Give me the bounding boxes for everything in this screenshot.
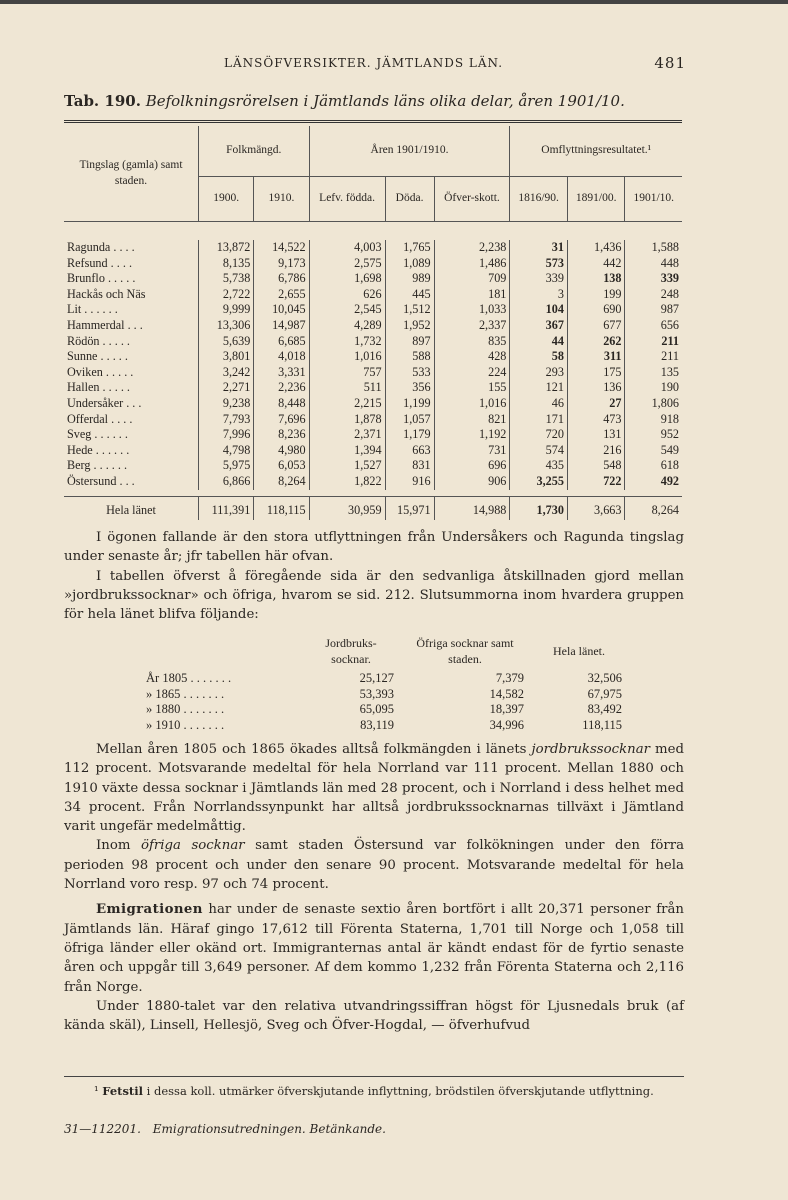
table-cell: 3,663 [567,496,625,520]
table-cell: 3,242 [199,365,254,381]
table-row [64,256,682,272]
district-name: Offerdal . . . . [67,411,133,426]
table-cell: 14,988 [434,496,510,520]
district-name: Undersåker . . . [67,395,142,410]
summary-cell: 83,492 [587,702,622,717]
footnote-mark: ¹ [94,1084,99,1098]
table-cell: 8,264 [625,496,682,520]
table-cell: 14,522 [254,240,309,256]
table-cell: 31 [510,240,568,256]
table-cell: 199 [567,287,625,303]
summary-cell: 34,996 [489,717,524,732]
table-cell: 1,806 [625,396,682,412]
table-row [64,396,682,412]
source-title: Emigrationsutredningen. Betänkande. [152,1122,386,1136]
summary-header-jordbruk: Jordbruks-socknar. [325,636,377,666]
table-label: Tab. 190. [64,92,141,110]
table-cell: 2,271 [199,380,254,396]
table-cell: 1,199 [385,396,434,412]
table-cell: 2,238 [434,240,510,256]
table-cell: 989 [385,271,434,287]
table-cell: 7,696 [254,412,309,428]
table-cell: 4,289 [309,318,385,334]
col-header-1901-10: 1901/10. [625,177,682,222]
table-cell: 13,872 [199,240,254,256]
table-cell: 5,738 [199,271,254,287]
table-row [64,427,682,443]
table-cell: 4,003 [309,240,385,256]
table-cell: 533 [385,365,434,381]
table-cell: 111,391 [199,496,254,520]
table-cell: 1,436 [567,240,625,256]
table-cell: 3,255 [510,474,568,490]
district-name: Hallen . . . . . [67,380,130,395]
table-cell: 1,179 [385,427,434,443]
table-cell: 1,512 [385,302,434,318]
table-cell: 435 [510,458,568,474]
summary-year: » 1880 . . . . . . . [146,702,225,717]
summary-table [140,636,628,734]
table-cell: 4,798 [199,443,254,459]
table-cell: 1,730 [510,496,568,520]
table-row [64,474,682,490]
table-cell: 2,575 [309,256,385,272]
col-header-fodda: Lefv. födda. [309,177,385,222]
table-cell: 4,980 [254,443,309,459]
table-cell: 44 [510,334,568,350]
table-cell: 248 [625,287,682,303]
table-cell: 2,722 [199,287,254,303]
paragraph-2: I tabellen öfverst å föregående sida är den sedvanliga åtskillnaden gjord mellan »jordbrukssocknar» och öfriga, hvarom se sid. 212. Slutsummorna inom hvardera gruppen för hela länet blifva följande: [64,568,684,623]
table-cell: 121 [510,380,568,396]
district-name: Sunne . . . . . [67,349,128,364]
table-cell: 987 [625,302,682,318]
table-cell: 2,215 [309,396,385,412]
paragraph-6: Under 1880-talet var den relativa utvandringssiffran högst för Ljusnedals bruk (af kända skäl), Linsell, Hellesjö, Sveg och Öfver-Hogdal, — öfverhufvud [64,998,684,1034]
col-header-aren: Åren 1901/1910. [309,126,510,177]
summary-cell: 32,506 [587,671,622,686]
summary-cell: 25,127 [359,671,394,686]
table-cell: 897 [385,334,434,350]
summary-year: År 1805 . . . . . . . [146,671,232,686]
summary-cell: 83,119 [360,717,394,732]
page-number: 481 [654,54,686,72]
summary-header-hela: Hela länet. [553,643,605,658]
table-cell: 473 [567,412,625,428]
summary-cell: 65,095 [359,702,394,717]
table-row [64,318,682,334]
table-cell: 1,527 [309,458,385,474]
table-cell: 14,987 [254,318,309,334]
table-cell: 6,685 [254,334,309,350]
table-cell: 1,016 [309,349,385,365]
summary-header-ofriga: Öfriga socknar samt staden. [416,636,514,666]
table-cell: 1,822 [309,474,385,490]
table-cell: 722 [567,474,625,490]
table-cell: 1,732 [309,334,385,350]
table-cell: 952 [625,427,682,443]
table-cell: 626 [309,287,385,303]
table-cell: 118,115 [254,496,309,520]
paragraph-5: Emigrationen har under de senaste sextio åren bortfört i allt 20,371 personer från Jämtlands län. Häraf gingo 17,612 till Förenta Staterna, 1,701 till Norge och 1,058 till öfriga länder eller okänd ort. Immigranternas antal är kändt endast för de fyrtio senaste åren och uppgår till 3,649 personer. Af dem kommo 1,232 från Förenta Staterna och 2,116 från Norge. [64,902,684,995]
table-cell: 690 [567,302,625,318]
district-name: Oviken . . . . . [67,364,134,379]
table-row [64,271,682,287]
table-cell: 27 [567,396,625,412]
table-cell: 339 [625,271,682,287]
table-cell: 916 [385,474,434,490]
district-name: Brunflo . . . . . [67,271,136,286]
table-cell: 6,053 [254,458,309,474]
table-cell: 136 [567,380,625,396]
district-name: Rödön . . . . . [67,333,130,348]
table-row [64,334,682,350]
table-cell: 831 [385,458,434,474]
summary-cell: 7,379 [495,671,524,686]
table-cell: 906 [434,474,510,490]
table-row [64,443,682,459]
summary-row [140,687,628,703]
table-row [64,349,682,365]
table-cell: 618 [625,458,682,474]
table-cell: 835 [434,334,510,350]
district-name: Sveg . . . . . . [67,427,128,442]
table-cell: 663 [385,443,434,459]
table-cell: 1,952 [385,318,434,334]
table-cell: 224 [434,365,510,381]
table-cell: 1,033 [434,302,510,318]
table-row [64,287,682,303]
table-cell: 9,173 [254,256,309,272]
table-cell: 171 [510,412,568,428]
table-cell: 492 [625,474,682,490]
district-name: Östersund . . . [67,473,135,488]
summary-row [140,718,628,734]
table-cell: 757 [309,365,385,381]
table-cell: 442 [567,256,625,272]
table-cell: 9,999 [199,302,254,318]
table-cell: 918 [625,412,682,428]
table-cell: 2,371 [309,427,385,443]
summary-row [140,702,628,718]
col-header-1900: 1900. [199,177,254,222]
table-row [64,380,682,396]
table-cell: 104 [510,302,568,318]
table-cell: 293 [510,365,568,381]
table-cell: 588 [385,349,434,365]
table-cell: 7,996 [199,427,254,443]
paragraph-block-1 [64,528,684,624]
district-name: Refsund . . . . [67,255,132,270]
table-cell: 10,045 [254,302,309,318]
col-header-ofverskott: Öfver-skott. [434,177,510,222]
table-row [64,240,682,256]
table-cell: 2,545 [309,302,385,318]
summary-year: » 1865 . . . . . . . [146,686,225,701]
table-cell: 138 [567,271,625,287]
total-row [64,496,682,520]
table-title: Befolkningsrörelsen i Jämtlands läns olika delar, åren 1901/10. [145,92,625,110]
summary-cell: 53,393 [359,686,394,701]
table-cell: 262 [567,334,625,350]
table-cell: 8,135 [199,256,254,272]
table-cell: 131 [567,427,625,443]
table-cell: 1,878 [309,412,385,428]
footnote-separator [64,1076,684,1077]
table-row [64,458,682,474]
table-cell: 1,588 [625,240,682,256]
district-name: Hede . . . . . . [67,442,130,457]
footnote [64,1084,684,1099]
table-cell: 696 [434,458,510,474]
table-cell: 181 [434,287,510,303]
footnote-text: i dessa koll. utmärker öfverskjutande inflyttning, brödstilen öfverskjutande utflyttning. [142,1084,654,1098]
table-cell: 709 [434,271,510,287]
table-cell: 821 [434,412,510,428]
table-cell: 339 [510,271,568,287]
summary-cell: 14,582 [489,686,524,701]
table-cell: 7,793 [199,412,254,428]
paragraph-3: Mellan åren 1805 och 1865 ökades alltså folkmängden i länets jordbrukssocknar med 112 procent. Motsvarande medeltal för hela Norrland var 111 procent. Mellan 1880 och 1910 växte dessa socknar i Jämtlands län med 28 procent, och i Norrland i dess helhet med 34 procent. Från Norrlandssynpunkt har alltså jordbrukssocknarnas tillväxt i Jämtland varit ungefär medelmåttig. [64,742,684,835]
table-cell: 58 [510,349,568,365]
table-cell: 1,057 [385,412,434,428]
col-header-district: Tingslag (gamla) samt staden. [64,126,199,222]
table-cell: 211 [625,349,682,365]
top-border [0,0,788,4]
table-cell: 549 [625,443,682,459]
summary-cell: 118,115 [582,717,622,732]
col-header-omflyttning: Omflyttningsresultatet.¹ [510,126,682,177]
table-cell: 2,337 [434,318,510,334]
table-cell: 6,866 [199,474,254,490]
paragraph-1: I ögonen fallande är den stora utflyttningen från Undersåkers och Ragunda tingslag under senaste år; jfr tabellen här ofvan. [64,530,684,565]
table-cell: 5,639 [199,334,254,350]
table-cell: 4,018 [254,349,309,365]
table-cell: 175 [567,365,625,381]
table-cell: 677 [567,318,625,334]
table-cell: 135 [625,365,682,381]
table-cell: 1,698 [309,271,385,287]
table-cell: 1,394 [309,443,385,459]
table-cell: 211 [625,334,682,350]
district-name: Lit . . . . . . [67,302,118,317]
table-cell: 3,801 [199,349,254,365]
signature-mark: 31—112201. [64,1122,141,1136]
table-cell: 573 [510,256,568,272]
table-cell: 1,765 [385,240,434,256]
table-cell: 367 [510,318,568,334]
table-cell: 548 [567,458,625,474]
table-cell: 1,486 [434,256,510,272]
table-row [64,365,682,381]
district-name: Hackås och Näs [67,286,146,301]
col-header-1891-00: 1891/00. [567,177,625,222]
table-cell: 15,971 [385,496,434,520]
summary-year: » 1910 . . . . . . . [146,717,225,732]
district-name: Ragunda . . . . [67,240,135,254]
col-header-doda: Döda. [385,177,434,222]
table-cell: 5,975 [199,458,254,474]
table-cell: 720 [510,427,568,443]
running-title: LÄNSÖFVERSIKTER. JÄMTLANDS LÄN. [224,56,504,70]
table-row [64,302,682,318]
district-name: Hammerdal . . . [67,317,143,332]
table-cell: 155 [434,380,510,396]
table-cell: 6,786 [254,271,309,287]
district-name: Hela länet [106,502,156,517]
table-cell: 2,236 [254,380,309,396]
table-cell: 1,192 [434,427,510,443]
table-caption [64,92,704,110]
table-cell: 8,264 [254,474,309,490]
table-cell: 2,655 [254,287,309,303]
table-cell: 428 [434,349,510,365]
double-rule [64,120,682,123]
population-table [64,126,682,520]
table-cell: 190 [625,380,682,396]
paragraph-4: Inom öfriga socknar samt staden Östersund var folkökningen under den förra perioden 98 procent och under den senare 90 procent. Motsvarande medeltal för hela Norrland voro resp. 97 och 74 procent. [64,838,684,893]
table-cell: 1,016 [434,396,510,412]
table-cell: 445 [385,287,434,303]
table-cell: 3,331 [254,365,309,381]
table-cell: 46 [510,396,568,412]
table-cell: 1,089 [385,256,434,272]
table-row [64,412,682,428]
table-cell: 656 [625,318,682,334]
table-cell: 731 [434,443,510,459]
table-cell: 8,236 [254,427,309,443]
table-cell: 13,306 [199,318,254,334]
summary-row [140,671,628,687]
table-cell: 30,959 [309,496,385,520]
table-cell: 216 [567,443,625,459]
summary-cell: 67,975 [587,686,622,701]
paragraph-block-2 [64,740,684,1035]
table-cell: 8,448 [254,396,309,412]
table-cell: 9,238 [199,396,254,412]
printer-line [64,1122,386,1136]
table-cell: 511 [309,380,385,396]
table-cell: 311 [567,349,625,365]
table-cell: 3 [510,287,568,303]
table-cell: 574 [510,443,568,459]
table-cell: 448 [625,256,682,272]
col-header-folkmangd: Folkmängd. [199,126,310,177]
summary-cell: 18,397 [489,702,524,717]
footnote-bold: Fetstil [102,1084,143,1098]
col-header-1910: 1910. [254,177,309,222]
col-header-1816-90: 1816/90. [510,177,568,222]
table-cell: 356 [385,380,434,396]
district-name: Berg . . . . . . [67,458,128,473]
